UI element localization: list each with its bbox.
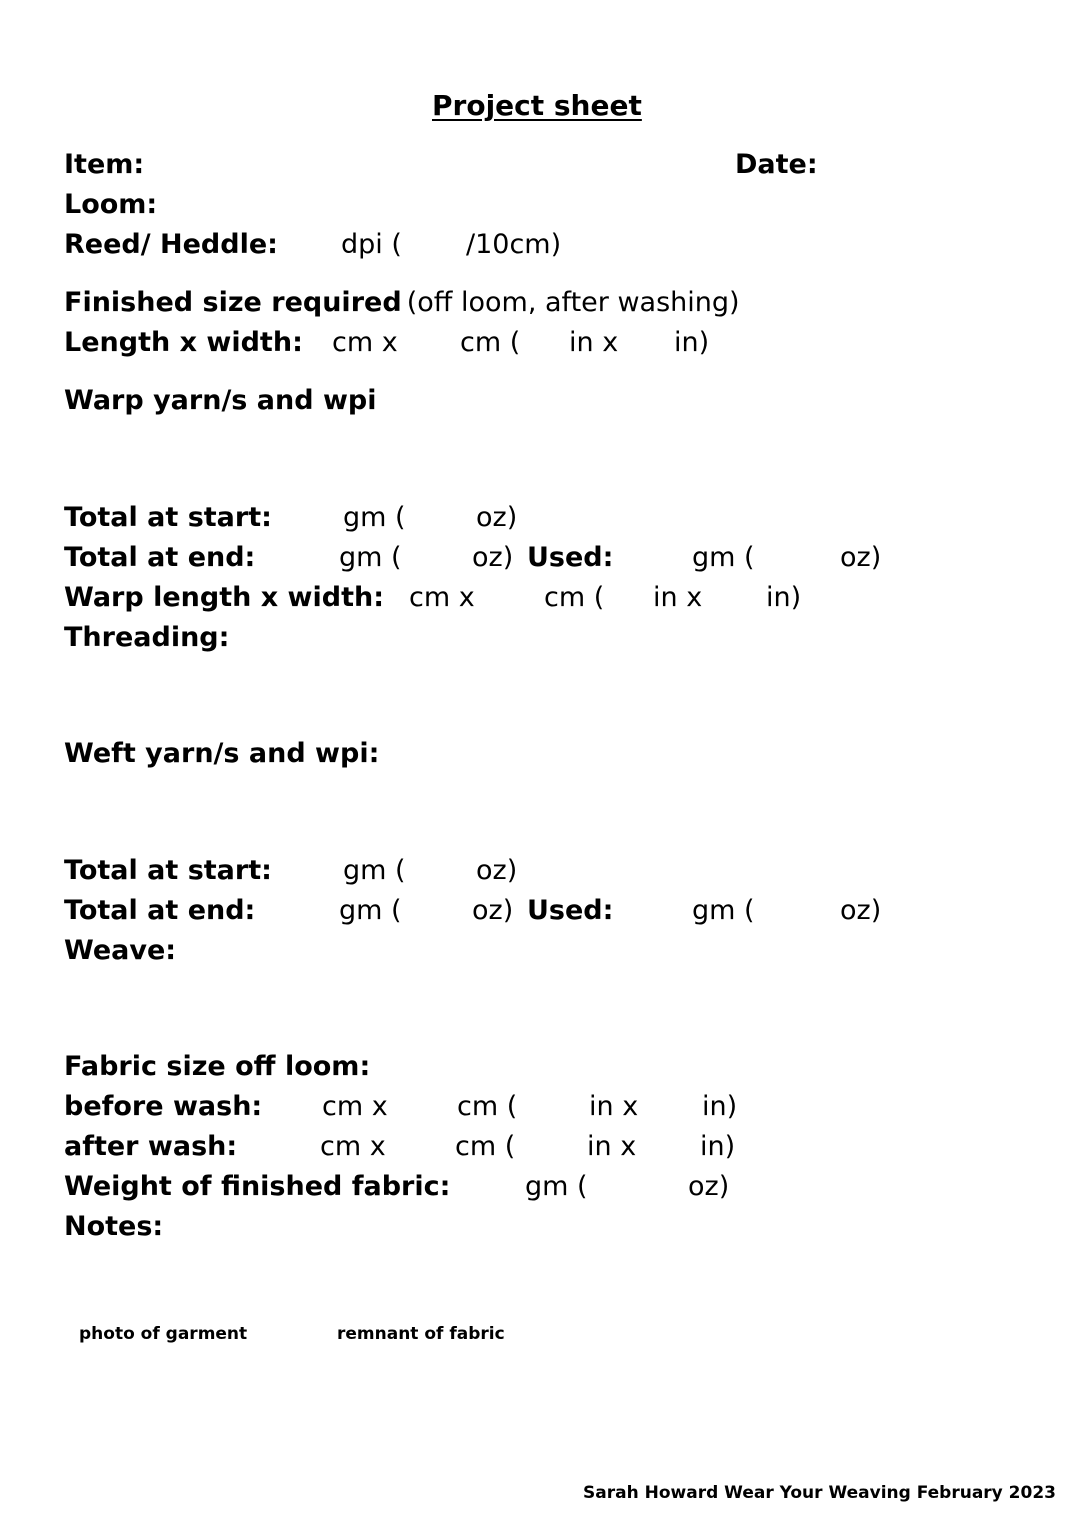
before-cm-open: cm ( [457, 1091, 518, 1122]
weave-label: Weave: [64, 935, 177, 966]
weight-gm: gm ( [525, 1171, 588, 1202]
warp-end-gm: gm ( [339, 542, 402, 573]
fabric-size-heading: Fabric size off loom: [64, 1051, 371, 1082]
after-wash-label: after wash: [64, 1131, 238, 1162]
finished-size-heading-note: (off loom, after washing) [406, 287, 740, 318]
before-in-x: in x [589, 1091, 639, 1122]
weft-used-gm: gm ( [692, 895, 755, 926]
weft-end-gm: gm ( [339, 895, 402, 926]
length-width-label: Length x width: [64, 327, 303, 358]
warp-heading: Warp yarn/s and wpi [64, 385, 377, 416]
after-in-close: in) [700, 1131, 736, 1162]
after-cm-x: cm x [320, 1131, 386, 1162]
warp-total-end-label: Total at end: [64, 542, 256, 573]
item-label: Item: [64, 149, 145, 180]
weft-heading: Weft yarn/s and wpi: [64, 738, 380, 769]
finished-in-close: in) [674, 327, 710, 358]
weft-used-label: Used: [527, 895, 614, 926]
loom-label: Loom: [64, 189, 158, 220]
footer-credit: Sarah Howard Wear Your Weaving February 2023 [583, 1483, 1056, 1503]
dpi-unit: dpi ( [341, 229, 402, 260]
weft-total-start-label: Total at start: [64, 855, 272, 886]
weft-start-oz: oz) [476, 855, 518, 886]
photo-of-garment-label: photo of garment [79, 1324, 248, 1344]
finished-size-heading-bold: Finished size required [64, 287, 402, 318]
weight-label: Weight of finished fabric: [64, 1171, 451, 1202]
threading-label: Threading: [64, 622, 230, 653]
warp-start-oz: oz) [476, 502, 518, 533]
after-cm-open: cm ( [455, 1131, 516, 1162]
warp-end-oz: oz) [472, 542, 514, 573]
warp-used-label: Used: [527, 542, 614, 573]
warp-used-oz: oz) [840, 542, 882, 573]
after-in-x: in x [587, 1131, 637, 1162]
finished-size-heading [64, 289, 740, 316]
warp-used-gm: gm ( [692, 542, 755, 573]
before-in-close: in) [702, 1091, 738, 1122]
notes-label: Notes: [64, 1211, 164, 1242]
warp-cm-open: cm ( [544, 582, 605, 613]
warp-length-width-label: Warp length x width: [64, 582, 384, 613]
weft-end-oz: oz) [472, 895, 514, 926]
page-title: Project sheet [432, 89, 642, 122]
warp-in-x: in x [653, 582, 703, 613]
before-wash-label: before wash: [64, 1091, 263, 1122]
weft-total-end-label: Total at end: [64, 895, 256, 926]
weight-oz: oz) [688, 1171, 730, 1202]
warp-cm-x: cm x [409, 582, 475, 613]
weft-start-gm: gm ( [343, 855, 406, 886]
remnant-of-fabric-label: remnant of fabric [337, 1324, 505, 1344]
warp-total-start-label: Total at start: [64, 502, 272, 533]
finished-cm-open: cm ( [460, 327, 521, 358]
per-10cm-unit: /10cm) [466, 229, 562, 260]
reed-heddle-label: Reed/ Heddle: [64, 229, 278, 260]
warp-in-close: in) [766, 582, 802, 613]
warp-start-gm: gm ( [343, 502, 406, 533]
date-label: Date: [735, 149, 818, 180]
finished-cm-x: cm x [332, 327, 398, 358]
before-cm-x: cm x [322, 1091, 388, 1122]
finished-in-x: in x [569, 327, 619, 358]
weft-used-oz: oz) [840, 895, 882, 926]
